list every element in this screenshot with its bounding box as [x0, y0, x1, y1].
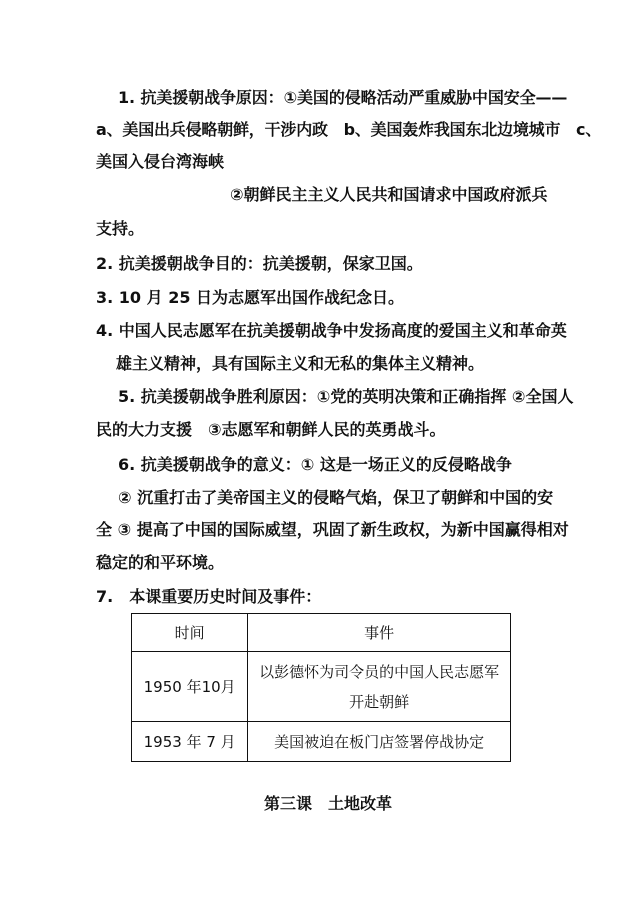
table-cell-event — [248, 652, 511, 722]
point-4-line-2: 雄主义精神，具有国际主义和无私的集体主义精神。 — [116, 354, 485, 373]
point-6-line-3: 全 ③ 提高了中国的国际威望，巩固了新生政权，为新中国赢得相对 — [96, 520, 569, 539]
table-header-row — [132, 614, 511, 652]
point-6-line-1: 6. 抗美援朝战争的意义：① 这是一场正义的反侵略战争 — [118, 455, 512, 474]
table-row — [132, 722, 511, 762]
point-4-line-1: 4. 中国人民志愿军在抗美援朝战争中发扬高度的爱国主义和革命英 — [96, 321, 567, 340]
point-1-line-2: a、美国出兵侵略朝鲜，干涉内政 b、美国轰炸我国东北边境城市 c、 — [96, 120, 602, 139]
table-row — [132, 652, 511, 722]
point-7: 7. 本课重要历史时间及事件： — [96, 587, 322, 606]
point-1-line-5: 支持。 — [96, 219, 145, 238]
next-lesson-heading: 第三课 土地改革 — [264, 794, 393, 813]
point-5-line-1: 5. 抗美援朝战争胜利原因：①党的英明决策和正确指挥 ②全国人 — [118, 387, 574, 406]
table-header-event: 事件 — [248, 614, 511, 652]
events-table — [131, 613, 511, 762]
event-text-line: 以彭德怀为司令员的中国人民志愿军 — [259, 662, 500, 681]
point-1-line-4: ②朝鲜民主主义人民共和国请求中国政府派兵 — [230, 185, 548, 204]
event-text-line: 开赴朝鲜 — [349, 692, 410, 711]
point-1-line-1: 1. 抗美援朝战争原因：①美国的侵略活动严重威胁中国安全—— — [118, 88, 568, 107]
table-cell-time: 1953 年 7 月 — [132, 722, 248, 762]
table-header-time: 时间 — [132, 614, 248, 652]
table-cell-time: 1950 年10月 — [132, 652, 248, 722]
point-5-line-2: 民的大力支援 ③志愿军和朝鲜人民的英勇战斗。 — [96, 420, 446, 439]
table-cell-event: 美国被迫在板门店签署停战协定 — [248, 722, 511, 762]
point-6-line-2: ② 沉重打击了美帝国主义的侵略气焰，保卫了朝鲜和中国的安 — [118, 488, 554, 507]
point-2: 2. 抗美援朝战争目的：抗美援朝，保家卫国。 — [96, 254, 423, 273]
point-3: 3. 10 月 25 日为志愿军出国作战纪念日。 — [96, 288, 405, 307]
point-6-line-4: 稳定的和平环境。 — [96, 553, 225, 572]
point-1-line-3: 美国入侵台湾海峡 — [96, 152, 225, 171]
